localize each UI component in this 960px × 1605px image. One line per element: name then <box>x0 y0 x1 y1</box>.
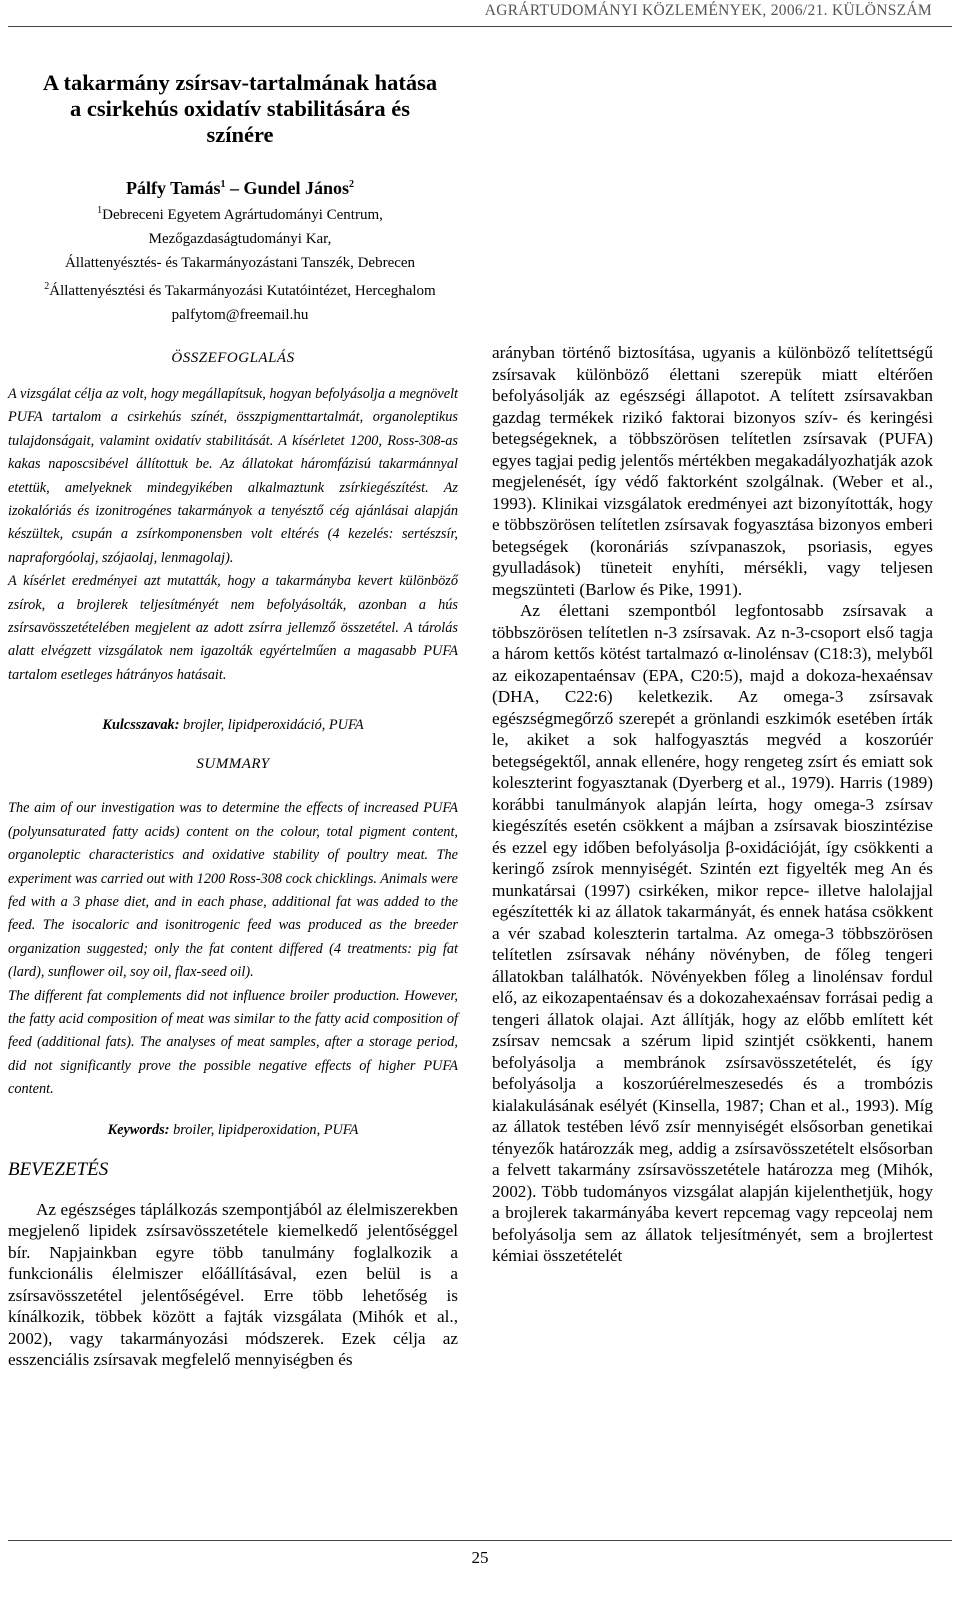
right-paragraph-1: arányban történő biztosítása, ugyanis a különböző telítettségű zsírsavak különböző élettani szerepük miatt eltérően befolyásolják az egészségi állapotot. A telített zsírsavakban gazdag termékek rizikó faktorai bizonyos szív- és keringési betegségeknek, a többszörösen telítetlen zsírsavak (PUFA) egyes tagjai pedig jelentős mértékben megakadályozhatják azok megjelenését, így védő faktorként szolgálnak. (Weber et al., 1993). Klinikai vizsgálatok eredményei azt bizonyították, hogy e többszörösen telítetlen zsírsavak fogyasztása bizonyos emberi betegségek (koronáriás szívpanaszok, psoriasis, egyes gyulladások) tüneteit enyhíti, mérsékli, vagy teljesen megszünteti (Barlow és Pike, 1991). <box>492 343 933 599</box>
affiliations <box>0 199 480 327</box>
abstract-text: A vizsgálat célja az volt, hogy megállapítsuk, hogyan befolyásolja a megnövelt PUFA tartalom a csirkehús színét, összpigmenttartalmát, organoleptikus tulajdonságait, valamint oxidatív stabilitását. A kísérletet 1200, Ross-308-as kakas naposcsibével állítottuk be. Az állatokat háromfázisú takarmánnyal etettük, amelyeknek mindegyikében alkalmaztunk zsírkiegészítést. Az izokalóriás és izonitrogénes takarmányok a tenyésztő cég ajánlásai alapján készültek, csupán a zsírkomponensben volt eltérés (4 kezelés: sertészsír, napraforgóolaj, szójaolaj, lenmagolaj). <box>8 386 459 566</box>
affiliation-1-line-1 <box>0 199 480 227</box>
affiliation-2 <box>0 275 480 303</box>
intro-paragraph: Az egészséges táplálkozás szempontjából az élelmiszerekben megjelenő lipidek zsírsavösszetétele kiemelkedő jelentőséggel bír. Napjainkban egyre több tanulmány foglalkozik a funkcionális élelmiszer előállításával, ezen belül is a zsírsavösszetétel jelentőségével. Erre több lehetőség is kínálkozik, többek között a fajták vizsgálata (Mihók et al., 2002), vagy takarmányozási módszerek. Ezek célja az esszenciális zsírsavak megfelelő mennyiségben és <box>8 1199 458 1370</box>
title-line-3: színére <box>206 122 274 147</box>
author-line <box>0 174 480 199</box>
header-rule <box>8 26 952 27</box>
author-separator: – <box>225 178 244 198</box>
article-title <box>0 70 480 148</box>
affiliation-1-text: Debreceni Egyetem Agrártudományi Centrum, <box>102 207 383 223</box>
author-2-sup: 2 <box>349 179 355 190</box>
affiliation-2-sup: 2 <box>44 281 50 292</box>
affiliation-1-line-2: Mezőgazdaságtudományi Kar, <box>148 231 332 247</box>
page-number: 25 <box>471 1548 489 1567</box>
keywords-hu-label: Kulcsszavak: <box>102 717 180 734</box>
running-head: AGRÁRTUDOMÁNYI KÖZLEMÉNYEK, 2006/21. KÜLÖNSZÁM <box>484 2 932 19</box>
summary-text-2: The different fat complements did not influence broiler production. However, the fatty acid composition of meat was similar to the fatty acid composition of feed (additional fats). The analyses of meat samples, after a storage period, did not significantly prove the possible negative effects of higher PUFA content. <box>8 987 458 1098</box>
title-block <box>0 70 480 327</box>
intro-heading: BEVEZETÉS <box>8 1158 109 1180</box>
keywords-en <box>8 1122 458 1139</box>
affiliation-2-text: Állattenyésztési és Takarmányozási Kutatóintézet, Herceghalom <box>49 283 436 299</box>
author-email[interactable]: palfytom@freemail.hu <box>171 307 309 323</box>
affiliation-1-line-3: Állattenyésztés- és Takarmányozástani Tanszék, Debrecen <box>64 255 416 271</box>
title-line-1: A takarmány zsírsav-tartalmának hatása <box>42 70 438 95</box>
affiliation-1-sup: 1 <box>97 205 103 216</box>
author-1-sup: 1 <box>220 179 226 190</box>
author-2: Gundel János <box>243 178 350 198</box>
footer-rule <box>8 1540 952 1541</box>
abstract-heading: ÖSSZEFOGLALÁS <box>171 350 295 366</box>
keywords-hu-text: brojler, lipidperoxidáció, PUFA <box>179 717 364 734</box>
left-column <box>8 350 458 1371</box>
keywords-hu <box>8 717 458 734</box>
summary-text: The aim of our investigation was to determine the effects of increased PUFA (polyunsaturated fatty acids) content on the colour, total pigment content, organoleptic characteristics and oxidative stability of poultry meat. The experiment was carried out with 1200 Ross-308 cock chicklings. Animals were fed with a 3 phase diet, and in each phase, additional fat was added to the feed. The isocaloric and isonitrogenic feed was produced as the breeder organization suggested; only the fat content differed (4 treatments: pig fat (lard), sunflower oil, soy oil, flax-seed oil). <box>8 800 458 981</box>
keywords-en-text: broiler, lipidperoxidation, PUFA <box>169 1121 359 1138</box>
right-paragraph-2: Az élettani szempontból legfontosabb zsírsavak a többszörösen telítetlen n-3 zsírsavak. Az n-3-csoport első tagja a három kettős kötést tartalmazó α-linolénsav (C18:3), melyből az eikozapentaénsav (EPA, C20:5), majd a dokoza-hexaénsav (DHA, C22:6) keletkezik. Az omega-3 zsírsavak egészségmegőrző szerepét a grönlandi eszkimók esetében írták le, akiket a sok halfogyasztás megvéd a koszorúér betegségektől, annak ellenére, hogy rengeteg zsírt és emiatt sok koleszterint fogyasztanak (Dyerberg et al., 1979). Harris (1989) korábbi tanulmányok alapján leírta, hogy omega-3 zsírsav kiegészítés esetén csökkent a májban a zsírsavak bioszintézise és ezzel egy időben befolyásolja β-oxidációját, így csökkenti a keringő zsírok mennyiségét. Szintén ezt figyelték meg An és munkatársai (1997) csirkéken, mikor repce- illetve halolajjal egészítették ki az állatok takarmányát, és ennek hatása csökkent a vér szabad koleszterin tartalma. Az omega-3 többszörösen telítetlen zsírsavak néhány növényben, de főleg tengeri állatokban találhatók. Növényekben főleg a linolénsav fordul elő, az eikozapentaénsav és a dokozahexaénsav forrásai pedig a tengeri állatok olajai. Azt állítják, hogy az előbb említett két zsírsav nemcsak a szérum lipid szintjét csökkenti, hanem befolyásolja a membránok zsírsavösszetételét, és így befolyásolja a koszorúérelmeszesedés és a trombózis kialakulásának esélyét (Kinsella, 1987; Chan et al., 1993). Míg az állatok testében lévő zsír mennyiségét elsősorban genetikai tényezők határozzák meg, addig a zsírsavösszetételt elsősorban a felvett takarmány zsírsavösszetétele határozza meg (Mihók, 2002). Több tudományos vizsgálat alapján kijelenthetjük, hogy a brojlerek takarmányába kevert repcemag vagy repceolaj nem befolyásolja sem az állatok teljesítményét, sem a brojlertest kémiai összetételét <box>492 601 933 1265</box>
summary-heading: SUMMARY <box>196 756 270 773</box>
author-1: Pálfy Tamás <box>125 178 221 198</box>
keywords-en-label: Keywords: <box>107 1121 170 1138</box>
title-line-2: a csirkehús oxidatív stabilitására és <box>69 96 411 121</box>
abstract-text-2: A kísérlet eredményei azt mutatták, hogy a takarmányba kevert különböző zsírok, a brojlerek teljesítményét nem befolyásolták, azonban a hús zsírsavösszetételében megjelent az adott zsírra jellemző összetétel. A tárolás alatt elvégzett vizsgálatok nem igazolták egyértelműen a magasabb PUFA tartalom esetleges hátrányos hatásait. <box>8 573 458 683</box>
right-column <box>492 342 933 1267</box>
